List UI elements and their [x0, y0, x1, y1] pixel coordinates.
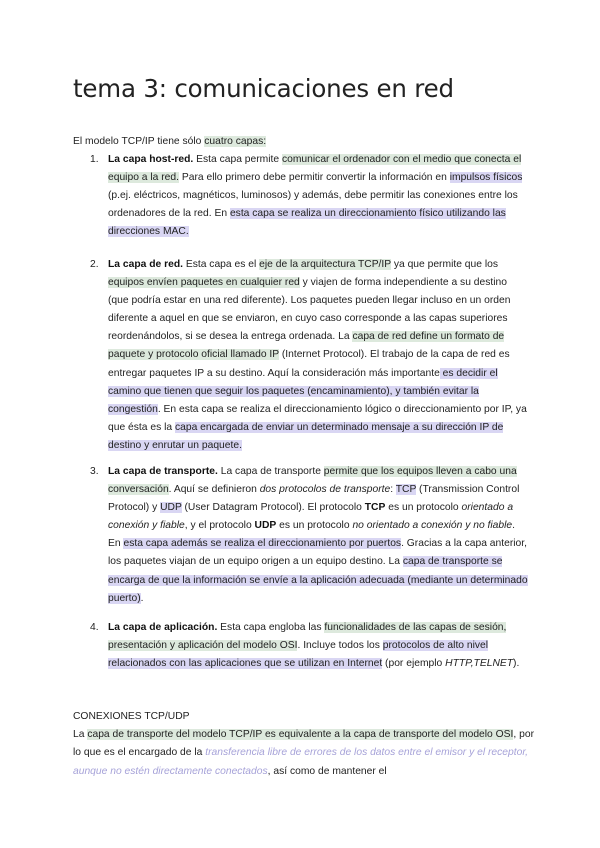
list-item-3 — [90, 463, 528, 608]
highlight-green: eje de la arquitectura TCP/IP — [259, 259, 391, 270]
list-number: 1. — [90, 154, 99, 165]
item-heading: La capa de red. — [108, 259, 183, 270]
text-run: es un protocolo — [385, 502, 462, 514]
text-run: y viajen de forma independiente a su destino (que podría estar en una red diferente). Los paquetes pueden llegar incluso en un orden diferente a aquel en que se enviaron, en cuyo caso corresponde a las capas superiores reordenándolos, si se desea la entrega ordenada. La — [108, 277, 511, 343]
italic-text: no orientado a conexión y no fiable — [352, 520, 513, 532]
text-run: La capa de transporte — [217, 466, 324, 477]
italic-text: orientado a conexión y fiable — [108, 502, 514, 532]
list-item-1 — [90, 151, 528, 241]
text-run: Esta capa permite — [193, 154, 282, 165]
text-run: Esta capa engloba las — [217, 622, 325, 633]
text-run: Para ello primero debe permitir convertir la información en — [179, 172, 450, 184]
text-run: ). — [513, 658, 520, 670]
text-run: , así como de mantener el — [267, 765, 387, 777]
text-run: (Transmission Control Protocol) y — [108, 484, 520, 514]
list-item-4 — [90, 619, 528, 673]
text-run: es un protocolo — [276, 520, 353, 532]
text-run: ya que permite que los — [390, 259, 499, 270]
text-run: : — [390, 484, 396, 496]
text-run: Esta capa es el — [182, 259, 260, 270]
list-item-2 — [90, 256, 528, 455]
section-heading: CONEXIONES TCP/UDP — [73, 711, 190, 722]
highlight-purple: capa de transporte se encarga de que la información se envíe a la aplicación adecuada (mediante un determinado puerto) — [108, 556, 528, 604]
emphasis-purple-text: transferencia libre de errores de los datos entre el emisor y el receptor, aunque no estén directamente conectados — [73, 747, 529, 777]
highlight-purple: impulsos físicos — [449, 172, 523, 184]
intro-highlight: cuatro capas: — [204, 136, 267, 147]
highlight-green: permite que los equipos lleven a cabo una conversación — [108, 466, 517, 496]
list-number: 4. — [90, 622, 99, 633]
text-run: . Aquí se definieron — [168, 484, 260, 496]
text-run: . — [140, 592, 144, 604]
bold-text: UDP — [254, 520, 277, 532]
page-title: tema 3: comunicaciones en red — [73, 74, 454, 103]
bold-text: TCP — [364, 502, 386, 514]
list-number: 2. — [90, 259, 99, 270]
section-paragraph — [73, 726, 535, 781]
item-heading: La capa de aplicación. — [108, 622, 218, 633]
intro-paragraph — [73, 133, 533, 151]
list-number: 3. — [90, 466, 99, 477]
italic-text: dos protocolos de transporte — [259, 484, 391, 496]
text-run: (User Datagram Protocol). El protocolo — [181, 502, 365, 514]
highlight-green: capa de transporte del modelo TCP/IP es equivalente a la capa de transporte del modelo OSI — [87, 729, 514, 740]
highlight-purple: esta capa además se realiza el direccionamiento por puertos — [123, 538, 402, 550]
highlight-green: comunicar el ordenador con el medio que conecta el equipo a la red. — [108, 154, 522, 184]
highlight-purple: TCP — [395, 484, 417, 496]
text-run: (p.ej. eléctricos, magnéticos, luminosos) y además, debe permitir las conexiones entre los ordenadores de la red. En — [108, 190, 518, 220]
text-run: (por ejemplo — [382, 658, 446, 670]
highlight-purple: protocolos de alto nivel relacionados con las aplicaciones que se utilizan en Internet — [108, 640, 489, 670]
item-heading: La capa de transporte. — [108, 466, 218, 477]
highlight-green: equipos envíen paquetes en cualquier red — [108, 277, 300, 289]
highlight-purple: UDP — [160, 502, 182, 514]
text-run: . Incluye todos los — [297, 640, 383, 652]
highlight-green: capa de red define un formato de paquete y protocolo oficial llamado IP — [108, 331, 505, 361]
intro-text: El modelo TCP/IP tiene sólo — [73, 136, 205, 147]
text-run: , y el protocolo — [184, 520, 255, 532]
highlight-green: funcionalidades de las capas de sesión, presentación y aplicación del modelo OSI — [108, 622, 507, 652]
italic-text: HTTP,TELNET — [445, 658, 514, 670]
text-run: La — [73, 729, 88, 740]
text-run: , por lo que es el encargado de la — [73, 729, 534, 759]
highlight-purple: es decidir el camino que tienen que seguir los paquetes (encaminamiento), y también evitar la congestión — [108, 367, 498, 415]
highlight-purple: capa encargada de enviar un determinado mensaje a su dirección IP de destino y enrutar un paquete. — [108, 421, 504, 451]
highlight-purple: esta capa se realiza un direccionamiento físico utilizando las direcciones MAC. — [108, 208, 506, 238]
text-run: . En — [108, 520, 516, 550]
text-run: (Internet Protocol). El trabajo de la capa de red es entregar paquetes IP a su destino. Aquí la consideración más importante — [108, 349, 510, 379]
text-run: . En esta capa se realiza el direccionamiento lógico o direccionamiento por IP, ya que ésta es la — [108, 403, 527, 433]
text-run: . Gracias a la capa anterior, los paquetes viajan de un equipo origen a un equipo destino. La — [108, 538, 527, 568]
item-heading: La capa host-red. — [108, 154, 194, 165]
